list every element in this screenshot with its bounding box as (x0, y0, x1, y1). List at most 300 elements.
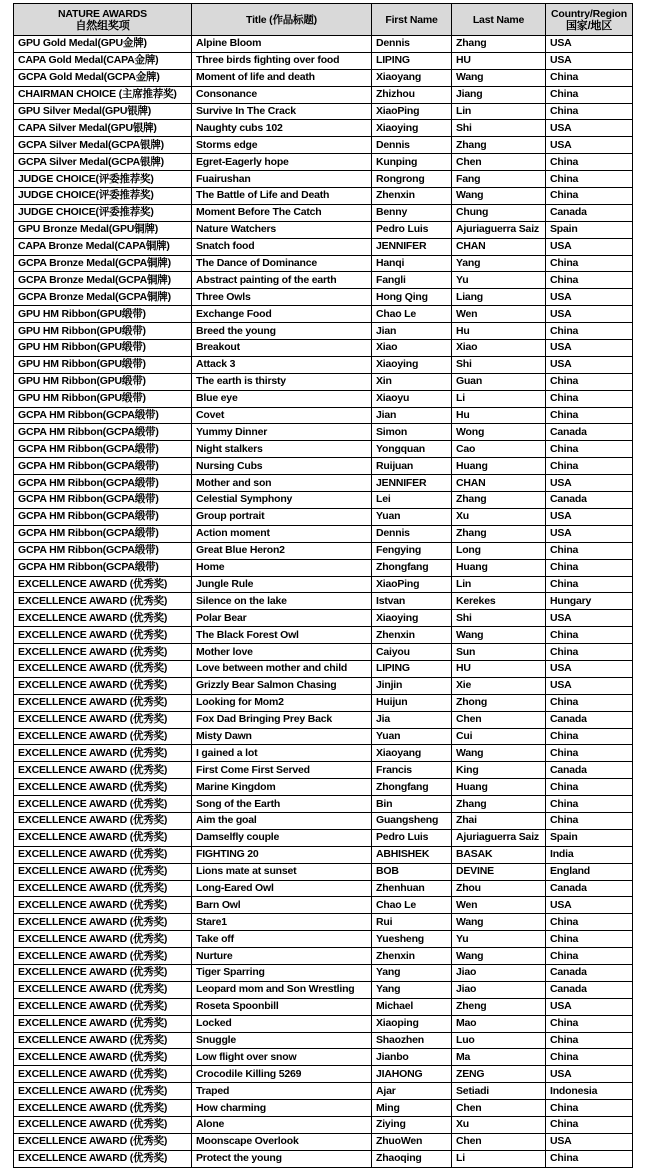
last-name-cell: Chen (452, 1133, 546, 1150)
country-cell: China (546, 69, 633, 86)
country-cell: USA (546, 238, 633, 255)
award-cell: EXCELLENCE AWARD (优秀奖) (14, 998, 192, 1015)
table-row (14, 880, 633, 897)
table-row (14, 812, 633, 829)
last-name-cell: Wang (452, 948, 546, 965)
country-cell: China (546, 1117, 633, 1134)
country-cell: England (546, 863, 633, 880)
first-name-cell: Ziying (372, 1117, 452, 1134)
first-name-cell: JENNIFER (372, 475, 452, 492)
country-cell: China (546, 272, 633, 289)
award-cell: GPU HM Ribbon(GPU缎带) (14, 323, 192, 340)
award-cell: GPU Silver Medal(GPU银牌) (14, 103, 192, 120)
first-name-cell: Xiaoping (372, 1015, 452, 1032)
award-cell: EXCELLENCE AWARD (优秀奖) (14, 1083, 192, 1100)
first-name-cell: Zhaoqing (372, 1150, 452, 1167)
title-cell: Love between mother and child (192, 660, 372, 677)
title-cell: Polar Bear (192, 610, 372, 627)
country-cell: China (546, 1100, 633, 1117)
table-row (14, 52, 633, 69)
first-name-cell: Fengying (372, 542, 452, 559)
last-name-cell: Long (452, 542, 546, 559)
award-cell: EXCELLENCE AWARD (优秀奖) (14, 863, 192, 880)
country-cell: China (546, 559, 633, 576)
award-cell: GPU Gold Medal(GPU金牌) (14, 36, 192, 53)
country-cell: China (546, 86, 633, 103)
award-cell: GCPA Bronze Medal(GCPA铜牌) (14, 272, 192, 289)
country-cell: China (546, 576, 633, 593)
country-cell: China (546, 441, 633, 458)
title-cell: I gained a lot (192, 745, 372, 762)
title-cell: Attack 3 (192, 356, 372, 373)
award-cell: CAPA Gold Medal(CAPA金牌) (14, 52, 192, 69)
last-name-cell: Li (452, 390, 546, 407)
last-name-cell: Wen (452, 306, 546, 323)
last-name-cell: Yang (452, 255, 546, 272)
first-name-cell: XiaoPing (372, 103, 452, 120)
last-name-cell: Ajuriaguerra Saiz (452, 221, 546, 238)
award-cell: GCPA Bronze Medal(GCPA铜牌) (14, 289, 192, 306)
last-name-cell: BASAK (452, 846, 546, 863)
last-name-cell: Xu (452, 508, 546, 525)
title-cell: Traped (192, 1083, 372, 1100)
country-cell: China (546, 323, 633, 340)
first-name-cell: Zhongfang (372, 779, 452, 796)
last-name-cell: Mao (452, 1015, 546, 1032)
table-row (14, 188, 633, 205)
country-cell: China (546, 1032, 633, 1049)
table-row (14, 154, 633, 171)
first-name-cell: Jinjin (372, 677, 452, 694)
first-name-cell: JIAHONG (372, 1066, 452, 1083)
first-name-cell: Simon (372, 424, 452, 441)
country-cell: China (546, 458, 633, 475)
first-name-cell: XiaoPing (372, 576, 452, 593)
first-name-cell: Yuesheng (372, 931, 452, 948)
title-cell: Marine Kingdom (192, 779, 372, 796)
table-row (14, 1066, 633, 1083)
title-cell: Fuairushan (192, 171, 372, 188)
country-cell: China (546, 1049, 633, 1066)
table-row (14, 863, 633, 880)
title-cell: Great Blue Heron2 (192, 542, 372, 559)
table-row (14, 846, 633, 863)
country-cell: USA (546, 998, 633, 1015)
country-cell: USA (546, 306, 633, 323)
award-cell: GPU HM Ribbon(GPU缎带) (14, 373, 192, 390)
country-cell: China (546, 728, 633, 745)
header-country-line1: Country/Region (551, 7, 627, 20)
title-cell: Tiger Sparring (192, 964, 372, 981)
award-cell: EXCELLENCE AWARD (优秀奖) (14, 1117, 192, 1134)
first-name-cell: Zhenxin (372, 948, 452, 965)
award-cell: GCPA HM Ribbon(GCPA缎带) (14, 542, 192, 559)
country-cell: Canada (546, 711, 633, 728)
title-cell: Low flight over snow (192, 1049, 372, 1066)
country-cell: USA (546, 677, 633, 694)
title-cell: Damselfly couple (192, 829, 372, 846)
table-row (14, 711, 633, 728)
first-name-cell: Jia (372, 711, 452, 728)
first-name-cell: Chao Le (372, 897, 452, 914)
last-name-cell: Shi (452, 356, 546, 373)
last-name-cell: Shi (452, 610, 546, 627)
table-body (14, 36, 633, 1168)
table-row (14, 171, 633, 188)
award-cell: EXCELLENCE AWARD (优秀奖) (14, 880, 192, 897)
last-name-cell: Jiao (452, 981, 546, 998)
table-row (14, 981, 633, 998)
last-name-cell: Chung (452, 204, 546, 221)
first-name-cell: Bin (372, 796, 452, 813)
first-name-cell: Kunping (372, 154, 452, 171)
table-row (14, 542, 633, 559)
last-name-cell: Lin (452, 576, 546, 593)
first-name-cell: Yang (372, 964, 452, 981)
table-row (14, 610, 633, 627)
last-name-cell: Wang (452, 188, 546, 205)
first-name-cell: Jian (372, 407, 452, 424)
title-cell: Survive In The Crack (192, 103, 372, 120)
last-name-cell: Cao (452, 441, 546, 458)
title-cell: Yummy Dinner (192, 424, 372, 441)
country-cell: China (546, 390, 633, 407)
first-name-cell: Zhenxin (372, 188, 452, 205)
last-name-cell: Xu (452, 1117, 546, 1134)
title-cell: First Come First Served (192, 762, 372, 779)
table-row (14, 407, 633, 424)
award-cell: EXCELLENCE AWARD (优秀奖) (14, 931, 192, 948)
table-row (14, 137, 633, 154)
title-cell: Group portrait (192, 508, 372, 525)
table-row (14, 441, 633, 458)
table-row (14, 627, 633, 644)
award-cell: EXCELLENCE AWARD (优秀奖) (14, 728, 192, 745)
country-cell: Spain (546, 829, 633, 846)
first-name-cell: Zhenxin (372, 627, 452, 644)
country-cell: China (546, 914, 633, 931)
first-name-cell: ZhuoWen (372, 1133, 452, 1150)
award-cell: EXCELLENCE AWARD (优秀奖) (14, 593, 192, 610)
first-name-cell: Xiaoying (372, 120, 452, 137)
table-row (14, 660, 633, 677)
last-name-cell: Wang (452, 745, 546, 762)
country-cell: China (546, 1150, 633, 1167)
nature-awards-table (13, 3, 633, 1168)
table-row (14, 373, 633, 390)
country-cell: China (546, 103, 633, 120)
table-row (14, 1150, 633, 1167)
first-name-cell: Yuan (372, 508, 452, 525)
award-cell: JUDGE CHOICE(评委推荐奖) (14, 204, 192, 221)
last-name-cell: Hu (452, 407, 546, 424)
country-cell: China (546, 407, 633, 424)
table-row (14, 492, 633, 509)
first-name-cell: Shaozhen (372, 1032, 452, 1049)
table-row (14, 779, 633, 796)
award-cell: GCPA Silver Medal(GCPA银牌) (14, 154, 192, 171)
last-name-cell: CHAN (452, 475, 546, 492)
first-name-cell: Jian (372, 323, 452, 340)
table-row (14, 323, 633, 340)
country-cell: China (546, 627, 633, 644)
table-row (14, 525, 633, 542)
award-cell: CHAIRMAN CHOICE (主席推荐奖) (14, 86, 192, 103)
last-name-cell: Zhou (452, 880, 546, 897)
award-cell: GCPA HM Ribbon(GCPA缎带) (14, 407, 192, 424)
first-name-cell: LIPING (372, 52, 452, 69)
title-cell: Silence on the lake (192, 593, 372, 610)
country-cell: USA (546, 475, 633, 492)
last-name-cell: HU (452, 660, 546, 677)
country-cell: Indonesia (546, 1083, 633, 1100)
title-cell: Mother love (192, 644, 372, 661)
table-row (14, 829, 633, 846)
last-name-cell: Yu (452, 931, 546, 948)
award-cell: CAPA Silver Medal(GPU银牌) (14, 120, 192, 137)
table-row (14, 221, 633, 238)
title-cell: Take off (192, 931, 372, 948)
award-cell: EXCELLENCE AWARD (优秀奖) (14, 796, 192, 813)
last-name-cell: King (452, 762, 546, 779)
award-cell: EXCELLENCE AWARD (优秀奖) (14, 1015, 192, 1032)
title-cell: Three Owls (192, 289, 372, 306)
first-name-cell: Dennis (372, 36, 452, 53)
last-name-cell: Shi (452, 120, 546, 137)
table-row (14, 289, 633, 306)
first-name-cell: Xiao (372, 340, 452, 357)
country-cell: USA (546, 1066, 633, 1083)
first-name-cell: Michael (372, 998, 452, 1015)
last-name-cell: Wen (452, 897, 546, 914)
first-name-cell: Istvan (372, 593, 452, 610)
award-cell: EXCELLENCE AWARD (优秀奖) (14, 627, 192, 644)
country-cell: Spain (546, 221, 633, 238)
title-cell: Consonance (192, 86, 372, 103)
title-cell: Mother and son (192, 475, 372, 492)
award-cell: EXCELLENCE AWARD (优秀奖) (14, 660, 192, 677)
table-row (14, 204, 633, 221)
title-cell: Alpine Bloom (192, 36, 372, 53)
title-cell: Roseta Spoonbill (192, 998, 372, 1015)
first-name-cell: Pedro Luis (372, 221, 452, 238)
last-name-cell: Wang (452, 627, 546, 644)
country-cell: China (546, 1015, 633, 1032)
award-cell: EXCELLENCE AWARD (优秀奖) (14, 914, 192, 931)
title-cell: The Black Forest Owl (192, 627, 372, 644)
award-cell: GPU HM Ribbon(GPU缎带) (14, 356, 192, 373)
table-row (14, 576, 633, 593)
country-cell: India (546, 846, 633, 863)
header-title: Title (作品标题) (192, 4, 372, 36)
first-name-cell: Dennis (372, 137, 452, 154)
award-cell: GCPA HM Ribbon(GCPA缎带) (14, 559, 192, 576)
first-name-cell: Pedro Luis (372, 829, 452, 846)
last-name-cell: Ma (452, 1049, 546, 1066)
award-cell: EXCELLENCE AWARD (优秀奖) (14, 1100, 192, 1117)
table-row (14, 340, 633, 357)
first-name-cell: Huijun (372, 694, 452, 711)
last-name-cell: Lin (452, 103, 546, 120)
title-cell: Locked (192, 1015, 372, 1032)
country-cell: Canada (546, 880, 633, 897)
header-award-line1: NATURE AWARDS (58, 7, 147, 20)
title-cell: Nature Watchers (192, 221, 372, 238)
table-row (14, 745, 633, 762)
last-name-cell: Setiadi (452, 1083, 546, 1100)
title-cell: Nursing Cubs (192, 458, 372, 475)
table-row (14, 593, 633, 610)
first-name-cell: Hanqi (372, 255, 452, 272)
title-cell: Moment of life and death (192, 69, 372, 86)
first-name-cell: Zhizhou (372, 86, 452, 103)
first-name-cell: Caiyou (372, 644, 452, 661)
country-cell: China (546, 255, 633, 272)
award-cell: EXCELLENCE AWARD (优秀奖) (14, 779, 192, 796)
country-cell: Canada (546, 204, 633, 221)
table-row (14, 694, 633, 711)
award-cell: EXCELLENCE AWARD (优秀奖) (14, 812, 192, 829)
award-cell: EXCELLENCE AWARD (优秀奖) (14, 1066, 192, 1083)
award-cell: EXCELLENCE AWARD (优秀奖) (14, 745, 192, 762)
title-cell: Breed the young (192, 323, 372, 340)
country-cell: USA (546, 508, 633, 525)
country-cell: USA (546, 1133, 633, 1150)
table-row (14, 1049, 633, 1066)
country-cell: Hungary (546, 593, 633, 610)
table-row (14, 103, 633, 120)
country-cell: China (546, 931, 633, 948)
last-name-cell: Chen (452, 154, 546, 171)
award-cell: GCPA HM Ribbon(GCPA缎带) (14, 475, 192, 492)
table-row (14, 931, 633, 948)
country-cell: USA (546, 897, 633, 914)
title-cell: Misty Dawn (192, 728, 372, 745)
table-row (14, 796, 633, 813)
header-award-line2: 自然组奖项 (75, 19, 130, 32)
last-name-cell: Jiang (452, 86, 546, 103)
title-cell: Exchange Food (192, 306, 372, 323)
country-cell: China (546, 694, 633, 711)
table-row (14, 508, 633, 525)
award-cell: EXCELLENCE AWARD (优秀奖) (14, 1150, 192, 1167)
title-cell: The Dance of Dominance (192, 255, 372, 272)
first-name-cell: Xiaoyu (372, 390, 452, 407)
country-cell: Canada (546, 964, 633, 981)
title-cell: FIGHTING 20 (192, 846, 372, 863)
table-row (14, 69, 633, 86)
first-name-cell: Lei (372, 492, 452, 509)
table-row (14, 1032, 633, 1049)
award-cell: EXCELLENCE AWARD (优秀奖) (14, 948, 192, 965)
country-cell: China (546, 188, 633, 205)
last-name-cell: CHAN (452, 238, 546, 255)
award-cell: JUDGE CHOICE(评委推荐奖) (14, 171, 192, 188)
country-cell: China (546, 373, 633, 390)
last-name-cell: Xiao (452, 340, 546, 357)
last-name-cell: Hu (452, 323, 546, 340)
title-cell: Breakout (192, 340, 372, 357)
award-cell: GPU HM Ribbon(GPU缎带) (14, 340, 192, 357)
country-cell: USA (546, 120, 633, 137)
title-cell: Jungle Rule (192, 576, 372, 593)
award-cell: GCPA Bronze Medal(GCPA铜牌) (14, 255, 192, 272)
country-cell: China (546, 542, 633, 559)
award-cell: GCPA HM Ribbon(GCPA缎带) (14, 508, 192, 525)
award-cell: GPU HM Ribbon(GPU缎带) (14, 306, 192, 323)
title-cell: Three birds fighting over food (192, 52, 372, 69)
first-name-cell: Hong Qing (372, 289, 452, 306)
first-name-cell: Chao Le (372, 306, 452, 323)
country-cell: China (546, 171, 633, 188)
country-cell: USA (546, 137, 633, 154)
title-cell: Storms edge (192, 137, 372, 154)
award-cell: EXCELLENCE AWARD (优秀奖) (14, 1032, 192, 1049)
award-cell: EXCELLENCE AWARD (优秀奖) (14, 829, 192, 846)
header-last-name: Last Name (452, 4, 546, 36)
first-name-cell: Guangsheng (372, 812, 452, 829)
table-row (14, 390, 633, 407)
country-cell: USA (546, 340, 633, 357)
country-cell: Canada (546, 981, 633, 998)
award-cell: GCPA Gold Medal(GCPA金牌) (14, 69, 192, 86)
last-name-cell: Yu (452, 272, 546, 289)
last-name-cell: Zhang (452, 525, 546, 542)
first-name-cell: Ajar (372, 1083, 452, 1100)
last-name-cell: Cui (452, 728, 546, 745)
award-cell: GCPA Silver Medal(GCPA银牌) (14, 137, 192, 154)
country-cell: China (546, 812, 633, 829)
first-name-cell: Benny (372, 204, 452, 221)
award-cell: GCPA HM Ribbon(GCPA缎带) (14, 441, 192, 458)
award-cell: EXCELLENCE AWARD (优秀奖) (14, 644, 192, 661)
first-name-cell: Xiaoyang (372, 745, 452, 762)
first-name-cell: ABHISHEK (372, 846, 452, 863)
table-row (14, 475, 633, 492)
first-name-cell: Ruijuan (372, 458, 452, 475)
title-cell: Alone (192, 1117, 372, 1134)
last-name-cell: Huang (452, 458, 546, 475)
table-row (14, 998, 633, 1015)
table-row (14, 272, 633, 289)
first-name-cell: Yang (372, 981, 452, 998)
table-row (14, 914, 633, 931)
award-cell: EXCELLENCE AWARD (优秀奖) (14, 1049, 192, 1066)
table-row (14, 677, 633, 694)
table-row (14, 1100, 633, 1117)
country-cell: China (546, 154, 633, 171)
last-name-cell: HU (452, 52, 546, 69)
title-cell: Moment Before The Catch (192, 204, 372, 221)
first-name-cell: Xiaoying (372, 610, 452, 627)
header-country-line2: 国家/地区 (565, 19, 613, 32)
country-cell: China (546, 948, 633, 965)
table-row (14, 356, 633, 373)
first-name-cell: Zhenhuan (372, 880, 452, 897)
table-row (14, 762, 633, 779)
title-cell: Song of the Earth (192, 796, 372, 813)
title-cell: Nurture (192, 948, 372, 965)
country-cell: Canada (546, 762, 633, 779)
award-cell: EXCELLENCE AWARD (优秀奖) (14, 576, 192, 593)
country-cell: China (546, 745, 633, 762)
title-cell: Grizzly Bear Salmon Chasing (192, 677, 372, 694)
award-cell: EXCELLENCE AWARD (优秀奖) (14, 964, 192, 981)
last-name-cell: Huang (452, 779, 546, 796)
last-name-cell: Wang (452, 914, 546, 931)
last-name-cell: Zhai (452, 812, 546, 829)
first-name-cell: Jianbo (372, 1049, 452, 1066)
